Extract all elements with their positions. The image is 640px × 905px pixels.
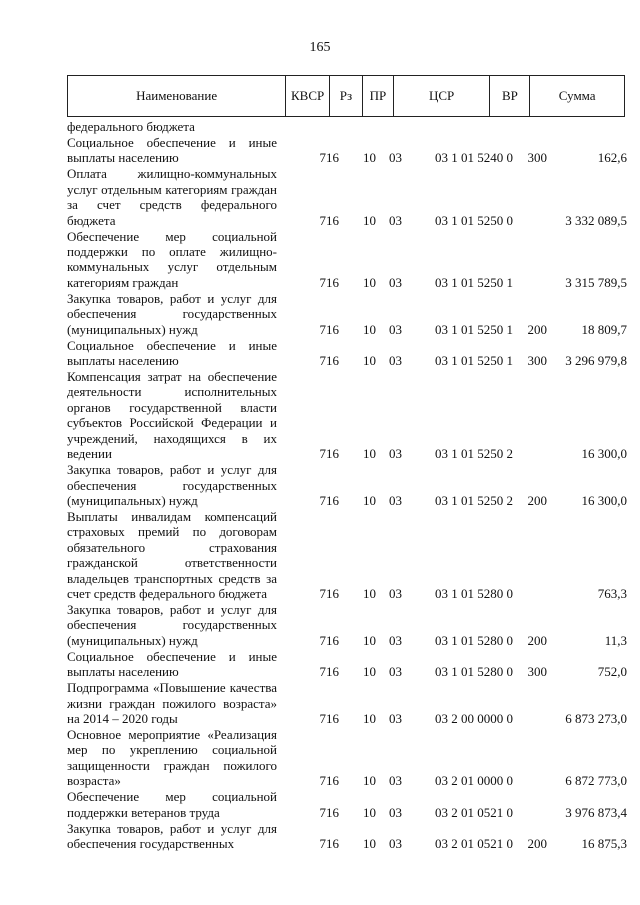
row-rz: 10 [363,836,376,851]
table-row [67,727,627,789]
row-name: Обеспечение мер социальной поддержки ветеранов труда [67,789,277,820]
row-name: Социальное обеспечение и иные выплаты населению [67,135,277,166]
row-csr: 03 1 01 5280 0 [435,585,513,601]
row-kvsr: 716 [319,274,339,290]
row-kvsr: 716 [319,321,339,337]
row-kvsr: 716 [319,353,339,369]
row-sum: 6 872 773,0 [565,773,627,789]
row-rz: 10 [363,353,376,369]
table-row [67,821,627,852]
row-pr: 03 [389,664,402,680]
row-csr: 03 2 01 0521 0 [435,836,513,851]
row-name: Закупка товаров, работ и услуг для обеспечения государственных (муниципальных) нужд [67,601,277,648]
row-pr: 03 [389,804,402,820]
row-pr: 03 [389,353,402,369]
row-pr: 03 [389,274,402,290]
row-name: федерального бюджета [67,119,195,134]
row-name: Основное мероприятие «Реализация мер по укреплению социальной защищенности граждан пожилого возраста» [67,726,277,789]
row-sum: 3 296 979,8 [565,353,627,369]
row-sum: 752,0 [597,664,627,680]
row-name: Компенсация затрат на обеспечение деятельности исполнительных органов государственной власти субъектов Российской Федерации и учреждений, находящихся в их ведении [67,369,277,462]
table-body [67,119,627,851]
row-rz: 10 [363,321,376,337]
row-name: Подпрограмма «Повышение качества жизни граждан пожилого возраста» на 2014 – 2020 годы [67,680,277,726]
row-sum: 763,3 [597,585,627,601]
row-kvsr: 716 [319,773,339,789]
row-sum: 11,3 [604,632,627,648]
row-csr: 03 1 01 5250 2 [435,446,513,462]
row-pr: 03 [389,773,402,789]
table-row [67,229,627,291]
row-csr: 03 1 01 5250 1 [435,353,513,369]
row-rz: 10 [363,150,376,166]
row-vr: 300 [527,353,547,369]
row-pr: 03 [389,212,402,228]
row-name: Закупка товаров, работ и услуг для обеспечения государственных (муниципальных) нужд [67,462,277,508]
page-number: 165 [309,40,331,55]
row-pr: 03 [389,492,402,508]
header-rz: Рз [330,76,363,116]
row-rz: 10 [363,492,376,508]
row-pr: 03 [389,446,402,462]
row-csr: 03 1 01 5250 1 [435,274,513,290]
row-sum: 3 315 789,5 [565,274,627,290]
row-name: Социальное обеспечение и иные выплаты населению [67,337,277,369]
row-name: Оплата жилищно-коммунальных услуг отдельным категориям граждан за счет средств федерального бюджета [67,166,277,228]
table-row [67,135,627,166]
row-sum: 3 976 873,4 [565,804,627,820]
row-kvsr: 716 [319,710,339,726]
table-row [67,338,627,369]
table-row [67,789,627,820]
row-sum: 6 873 273,0 [565,710,627,726]
row-pr: 03 [389,585,402,601]
row-pr: 03 [389,836,402,851]
row-vr: 200 [527,492,547,508]
row-csr: 03 1 01 5250 0 [435,212,513,228]
row-vr: 300 [527,150,547,166]
row-kvsr: 716 [319,492,339,508]
row-name: Социальное обеспечение и иные выплаты населению [67,648,277,680]
row-csr: 03 1 01 5280 0 [435,632,513,648]
row-kvsr: 716 [319,836,339,851]
table-row [67,462,627,508]
header-kvsr: КВСР [286,76,330,116]
table-row [67,509,627,601]
row-csr: 03 1 01 5240 0 [435,150,513,166]
row-sum: 16 300,0 [581,446,627,462]
row-name: Обеспечение мер социальной поддержки по оплате жилищно-коммунальных услуг отдельным категориям граждан [67,228,277,290]
row-rz: 10 [363,664,376,680]
row-kvsr: 716 [319,150,339,166]
row-vr: 200 [527,632,547,648]
row-sum: 16 300,0 [581,492,627,508]
row-rz: 10 [363,632,376,648]
row-kvsr: 716 [319,212,339,228]
row-rz: 10 [363,710,376,726]
row-pr: 03 [389,321,402,337]
row-name: Выплаты инвалидам компенсаций страховых премий по договорам обязательного страхования гражданской ответственности владельцев транспортных средств за счет средств федерального бюджета [67,508,277,601]
row-sum: 162,6 [597,150,627,166]
table-row [67,166,627,228]
row-rz: 10 [363,212,376,228]
table-row [67,649,627,680]
table-row [67,602,627,648]
row-kvsr: 716 [319,446,339,462]
row-sum: 18 809,7 [581,321,627,337]
header-sum: Сумма [558,88,596,103]
row-csr: 03 2 00 0000 0 [435,710,513,726]
header-vr: ВР [490,76,530,116]
table-row [67,680,627,726]
row-name: Закупка товаров, работ и услуг для обеспечения государственных [67,820,277,851]
row-sum: 3 332 089,5 [565,212,627,228]
row-kvsr: 716 [319,664,339,680]
header-csr: ЦСР [394,76,491,116]
row-csr: 03 1 01 5250 1 [435,321,513,337]
row-vr: 200 [527,836,547,851]
row-csr: 03 2 01 0000 0 [435,773,513,789]
row-pr: 03 [389,150,402,166]
row-name: Закупка товаров, работ и услуг для обеспечения государственных (муниципальных) нужд [67,290,277,337]
row-kvsr: 716 [319,585,339,601]
row-vr: 200 [527,321,547,337]
header-name: Наименование [68,76,286,116]
row-pr: 03 [389,710,402,726]
row-rz: 10 [363,585,376,601]
table-row [67,119,627,134]
header-pr: ПР [363,76,394,116]
row-rz: 10 [363,804,376,820]
table-row [67,291,627,337]
row-pr: 03 [389,632,402,648]
row-rz: 10 [363,446,376,462]
row-csr: 03 1 01 5250 2 [435,492,513,508]
row-rz: 10 [363,773,376,789]
row-kvsr: 716 [319,804,339,820]
row-csr: 03 2 01 0521 0 [435,804,513,820]
row-vr: 300 [527,664,547,680]
row-kvsr: 716 [319,632,339,648]
row-sum: 16 875,3 [581,836,627,851]
row-csr: 03 1 01 5280 0 [435,664,513,680]
table-row [67,369,627,461]
table-header [67,75,625,117]
row-rz: 10 [363,274,376,290]
